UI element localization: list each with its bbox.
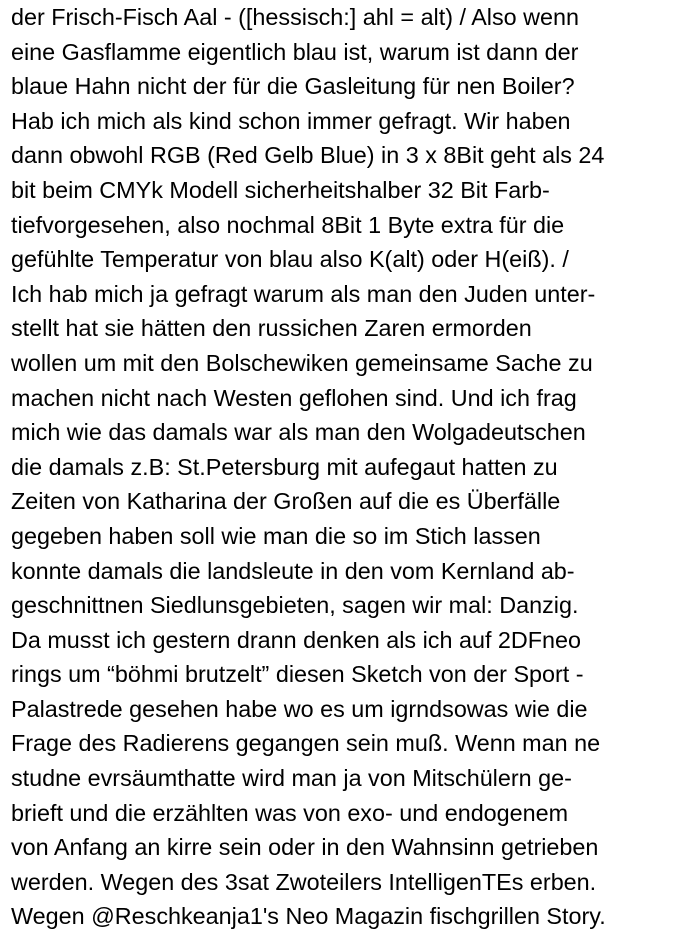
text-line: rings um “böhmi brutzelt” diesen Sketch von der Sport - bbox=[11, 661, 584, 688]
text-line: Da musst ich gestern drann denken als ich auf 2DFneo bbox=[11, 626, 582, 653]
text-line: Hab ich mich als kind schon immer gefragt. Wir haben bbox=[11, 107, 571, 134]
body-text bbox=[11, 0, 681, 934]
text-line: eine Gasflamme eigentlich blau ist, warum ist dann der bbox=[11, 38, 579, 65]
text-line: Palastrede gesehen habe wo es um igrndsowas wie die bbox=[11, 695, 588, 722]
text-line: bit beim CMYk Modell sicherheitshalber 32 Bit Farb- bbox=[11, 176, 550, 203]
text-line: gegeben haben soll wie man die so im Stich lassen bbox=[11, 522, 541, 549]
text-line: studne evrsäumthatte wird man ja von Mitschülern ge- bbox=[11, 765, 572, 792]
text-line: Wegen @Reschkeanja1's Neo Magazin fischgrillen Story. bbox=[11, 903, 606, 930]
text-line: blaue Hahn nicht der für die Gasleitung für nen Boiler? bbox=[11, 73, 575, 100]
text-line: Ich hab mich ja gefragt warum als man den Juden unter- bbox=[11, 280, 596, 307]
text-line: Frage des Radierens gegangen sein muß. Wenn man ne bbox=[11, 730, 601, 757]
text-line: konnte damals die landsleute in den vom Kernland ab- bbox=[11, 557, 575, 584]
text-line: mich wie das damals war als man den Wolgadeutschen bbox=[11, 419, 586, 446]
text-line: die damals z.B: St.Petersburg mit aufegaut hatten zu bbox=[11, 453, 558, 480]
text-line: gefühlte Temperatur von blau also K(alt) oder H(eiß). / bbox=[11, 246, 569, 273]
text-line: wollen um mit den Bolschewiken gemeinsame Sache zu bbox=[11, 349, 593, 376]
text-line: machen nicht nach Westen geflohen sind. Und ich frag bbox=[11, 384, 577, 411]
text-line: Zeiten von Katharina der Großen auf die es Überfälle bbox=[11, 488, 561, 515]
text-line: stellt hat sie hätten den russichen Zaren ermorden bbox=[11, 315, 532, 342]
text-line: tiefvorgesehen, also nochmal 8Bit 1 Byte extra für die bbox=[11, 211, 565, 238]
text-line: werden. Wegen des 3sat Zwoteilers IntelligenTEs erben. bbox=[11, 868, 597, 895]
text-line: von Anfang an kirre sein oder in den Wahnsinn getrieben bbox=[11, 834, 599, 861]
text-line: geschnittnen Siedlunsgebieten, sagen wir mal: Danzig. bbox=[11, 592, 579, 619]
text-line: der Frisch-Fisch Aal - ([hessisch:] ahl = alt) / Also wenn bbox=[11, 4, 579, 30]
text-line: dann obwohl RGB (Red Gelb Blue) in 3 x 8Bit geht als 24 bbox=[11, 142, 605, 169]
text-line: brieft und die erzählten was von exo- und endogenem bbox=[11, 799, 569, 826]
